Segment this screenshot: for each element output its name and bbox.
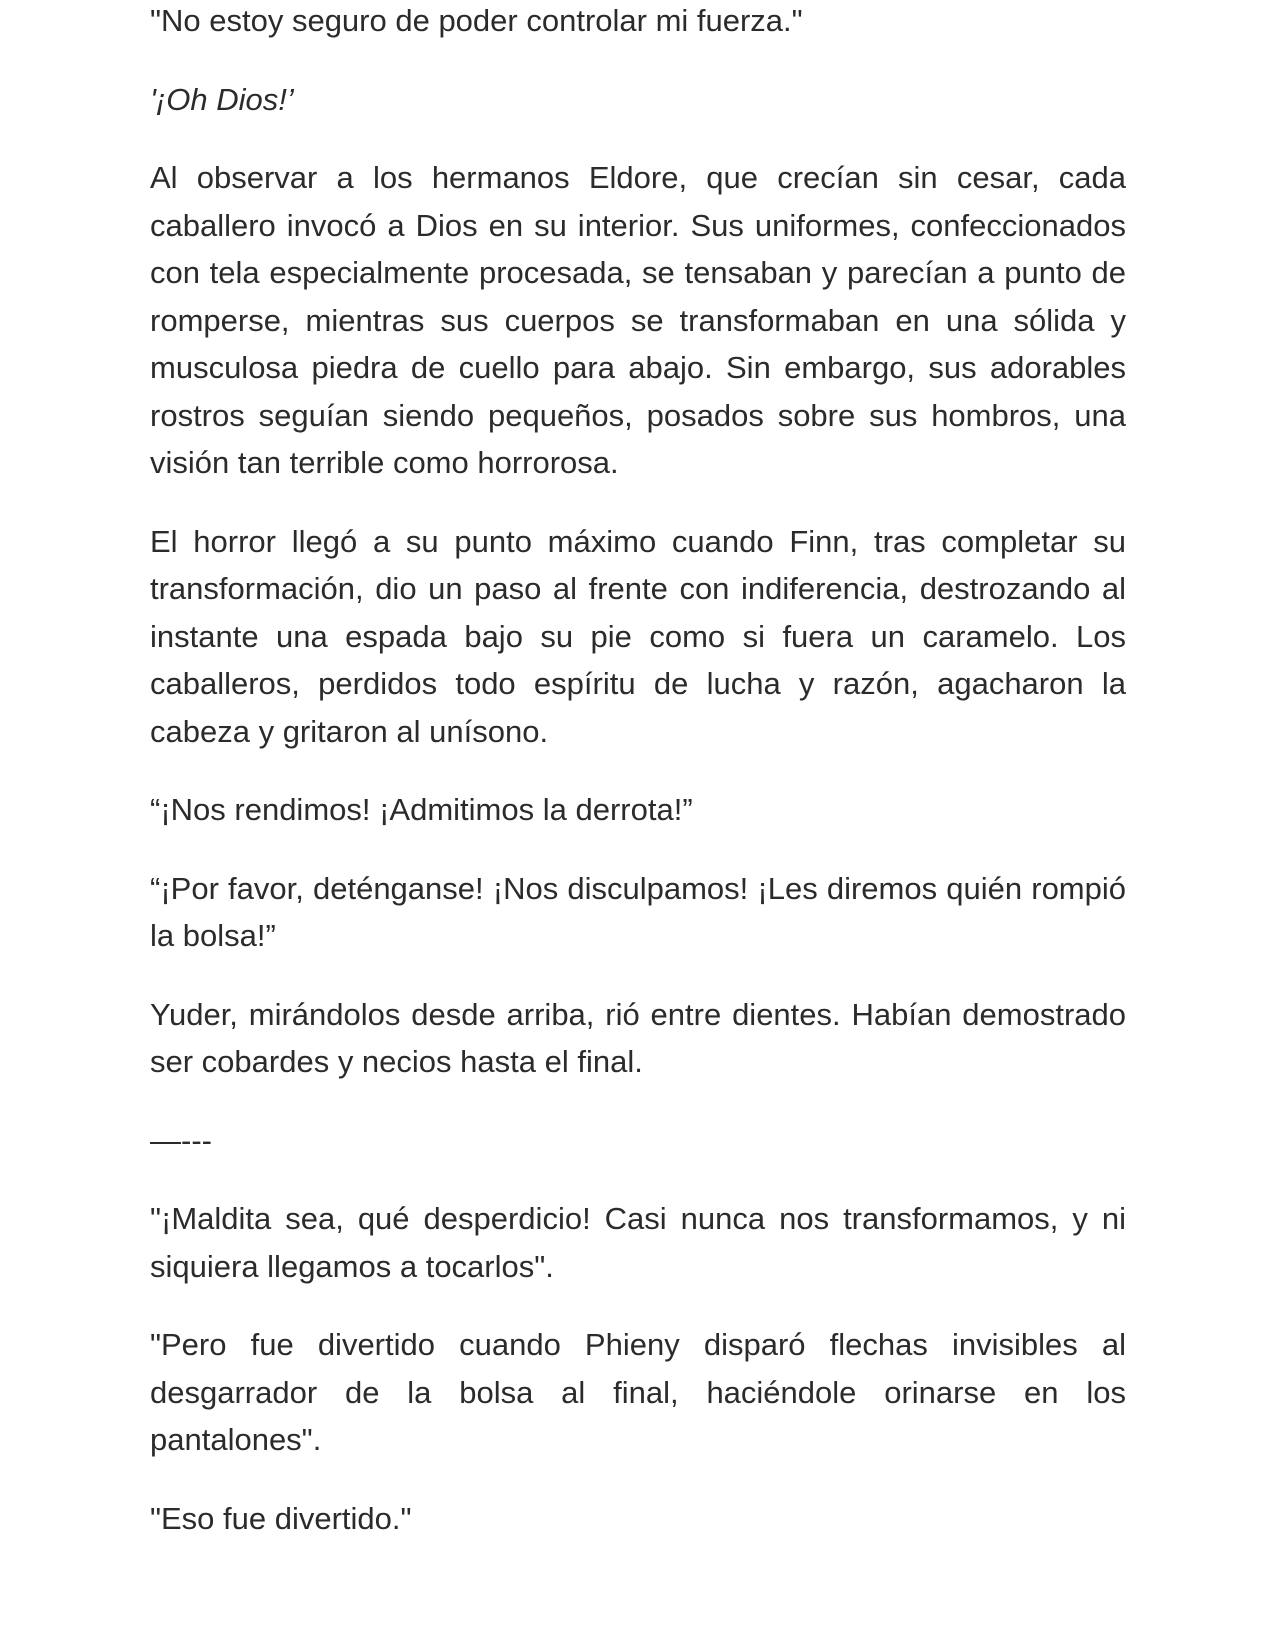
paragraph-surrender: “¡Nos rendimos! ¡Admitimos la derrota!”: [150, 792, 693, 827]
paragraph-eldore-transformation: Al observar a los hermanos Eldore, que crecían sin cesar, cada caballero invocó a Dios en su interior. Sus uniformes, confeccionados con tela especialmente procesada, se tensaban y parecían a punto de romperse, mientras sus cuerpos se transformaban en una sólida y musculosa piedra de cuello para abajo. Sin embargo, sus adorables rostros seguían siendo pequeños, posados sobre sus hombros, una visión tan terrible como horrorosa.: [150, 160, 1126, 480]
scene-break-divider: —---: [150, 1122, 212, 1158]
paragraph-dialogue-strength: "No estoy seguro de poder controlar mi fuerza.": [150, 3, 803, 38]
paragraph-finn-horror: El horror llegó a su punto máximo cuando Finn, tras completar su transformación, dio un paso al frente con indiferencia, destrozando al instante una espada bajo su pie como si fuera un caramelo. Los caballeros, perdidos todo espíritu de lucha y razón, agacharon la cabeza y gritaron al unísono.: [150, 523, 1126, 749]
paragraph-that-was-fun: "Eso fue divertido.": [150, 1500, 412, 1536]
paragraph-apology: “¡Por favor, deténganse! ¡Nos disculpamos! ¡Les diremos quién rompió la bolsa!”: [150, 870, 1126, 953]
paragraph-yuder-laugh: Yuder, mirándolos desde arriba, rió entre dientes. Habían demostrado ser cobardes y necios hasta el final.: [150, 996, 1126, 1079]
paragraph-what-a-waste: "¡Maldita sea, qué desperdicio! Casi nunca nos transformamos, y ni siquiera llegamos a tocarlos".: [150, 1201, 1126, 1284]
paragraph-thought-oh-god: '¡Oh Dios!’: [150, 81, 294, 117]
document-body: [150, 0, 1126, 1573]
paragraph-phieny-arrows: "Pero fue divertido cuando Phieny disparó flechas invisibles al desgarrador de la bolsa al final, haciéndole orinarse en los pantalones".: [150, 1327, 1126, 1457]
